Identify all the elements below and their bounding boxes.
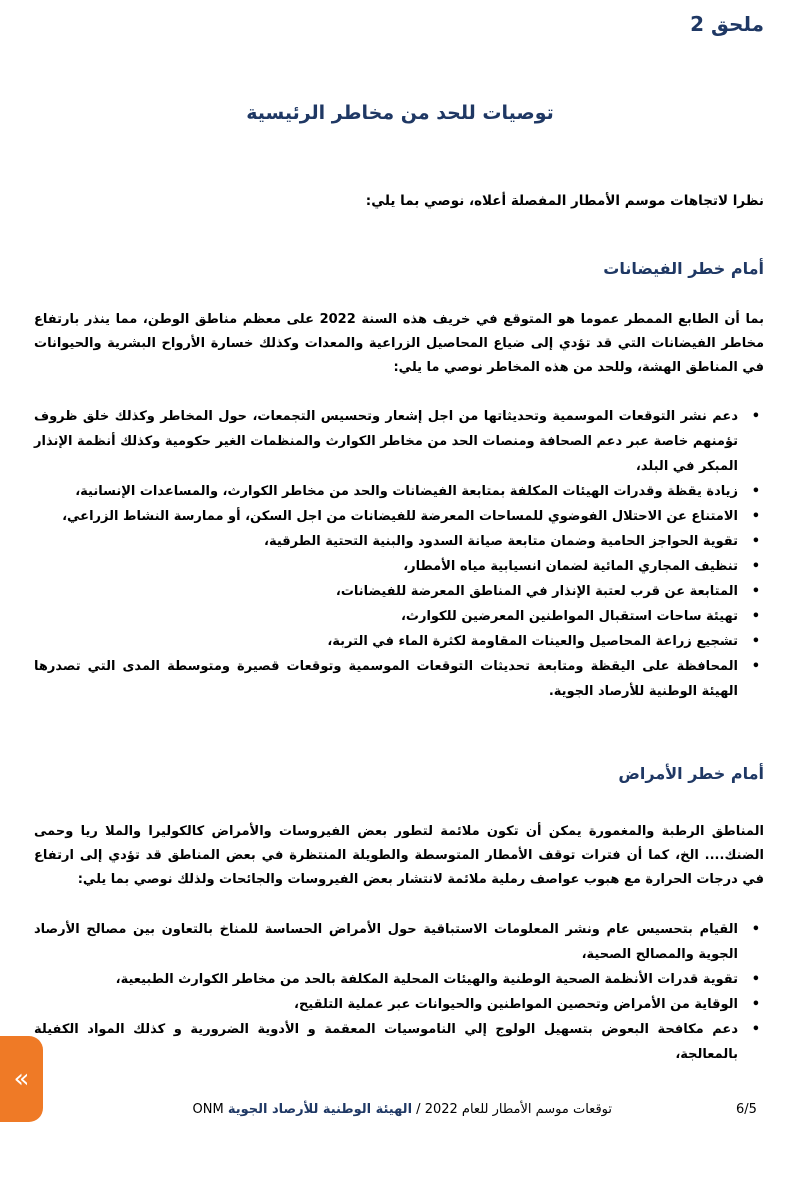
floods-list: [34, 404, 764, 704]
intro-text: نظرا لاتجاهات موسم الأمطار المفصلة أعلاه، نوصي بما يلي:: [365, 193, 764, 209]
list-item: • المتابعة عن قرب لعتبة الإنذار في المناطق المعرضة للفيضانات،: [34, 579, 738, 604]
list-item: • تنظيف المجاري المائية لضمان انسيابية مياه الأمطار،: [34, 554, 738, 579]
footer-abbr: ONM: [192, 1102, 224, 1117]
list-item: • القيام بتحسيس عام ونشر المعلومات الاستباقية حول الأمراض الحساسة للمناخ بالتعاون بين مصالح الأرصاد الجوية والمصالح الصحية،: [34, 917, 738, 967]
list-item: • دعم مكافحة البعوض بتسهيل الولوج إلي الناموسيات المعقمة و الأدوية الضرورية و كذلك المواد الكفيلة بالمعالجة،: [34, 1017, 738, 1067]
floods-heading: أمام خطر الفيضانات: [603, 259, 764, 278]
page-title: توصيات للحد من مخاطر الرئيسية: [246, 102, 554, 124]
page-footer: [0, 1102, 800, 1126]
list-item: • الامتناع عن الاحتلال الفوضوي للمساحات المعرضة للفيضانات من اجل السكن، أو ممارسة النشاط الزراعي،: [34, 504, 738, 529]
list-item: • تقوية الحواجز الحامية وضمان متابعة صيانة السدود والبنية التحتية الطرقية،: [34, 529, 738, 554]
list-item: • تشجيع زراعة المحاصيل والعينات المقاومة لكثرة الماء في التربة،: [34, 629, 738, 654]
footer-text: [182, 1102, 612, 1117]
list-item: • تقوية قدرات الأنظمة الصحية الوطنية والهيئات المحلية المكلفة بالحد من مخاطر الكوارث الطبيعية،: [34, 967, 738, 992]
list-item: • الوقاية من الأمراض وتحصين المواطنين والحيوانات عبر عملية التلقيح،: [34, 992, 738, 1017]
diseases-list: [34, 917, 764, 1067]
diseases-paragraph: المناطق الرطبة والمغمورة يمكن أن تكون ملائمة لتطور بعض الفيروسات والأمراض كالكوليرا والملا ريا وحمى الضنك.... الخ، كما أن فترات توقف الأمطار المتوسطة والطويلة المنتظرة في بعض المناطق قد تؤدي إلى ارتفاع في درجات الحرارة مع هبوب عواصف رملية ملائمة لانتشار بعض الفيروسات والجائحات ولذلك نوصي بما يلي:: [34, 824, 764, 887]
list-item: • تهيئة ساحات استقبال المواطنين المعرضين للكوارث،: [34, 604, 738, 629]
footer-org: الهيئة الوطنية للأرصاد الجوية: [227, 1102, 413, 1117]
floods-paragraph: بما أن الطابع الممطر عموما هو المتوقع في خريف هذه السنة 2022 على معظم مناطق الوطن، مما ينذر بارتفاع مخاطر الفيضانات التي قد تؤدي إلى ضياع المحاصيل الزراعية والمعدات وكذلك خسارة الأرواح البشرية والحيوانات في المناطق الهشة، وللحد من هذه المخاطر نوصي ما يلي:: [34, 312, 764, 375]
annex-label: ملحق 2: [690, 12, 764, 36]
list-item: • المحافظة على اليقظة ومتابعة تحديثات التوقعات الموسمية وتوقعات قصيرة ومتوسطة المدى التي تصدرها الهيئة الوطنية للأرصاد الجوية.: [34, 654, 738, 704]
footer-title: توقعات موسم الأمطار للعام 2022 /: [416, 1102, 612, 1117]
footer-page-number: 6/5: [736, 1102, 757, 1117]
list-item: • دعم نشر التوقعات الموسمية وتحديثاتها من اجل إشعار وتحسيس التجمعات، حول المخاطر وكذلك خلق ظروف تؤمنهم خاصة عبر دعم الصحافة ومنصات الحد من مخاطر الكوارث والمنظمات الغير حكومية وكذلك أنظمة الإنذار المبكر في البلد،: [34, 404, 738, 479]
list-item: • زيادة يقظة وقدرات الهيئات المكلفة بمتابعة الفيضانات والحد من مخاطر الكوارث، والمساعدات الإنسانية،: [34, 479, 738, 504]
double-chevron-icon: »: [13, 1064, 30, 1094]
diseases-heading: أمام خطر الأمراض: [618, 764, 764, 783]
